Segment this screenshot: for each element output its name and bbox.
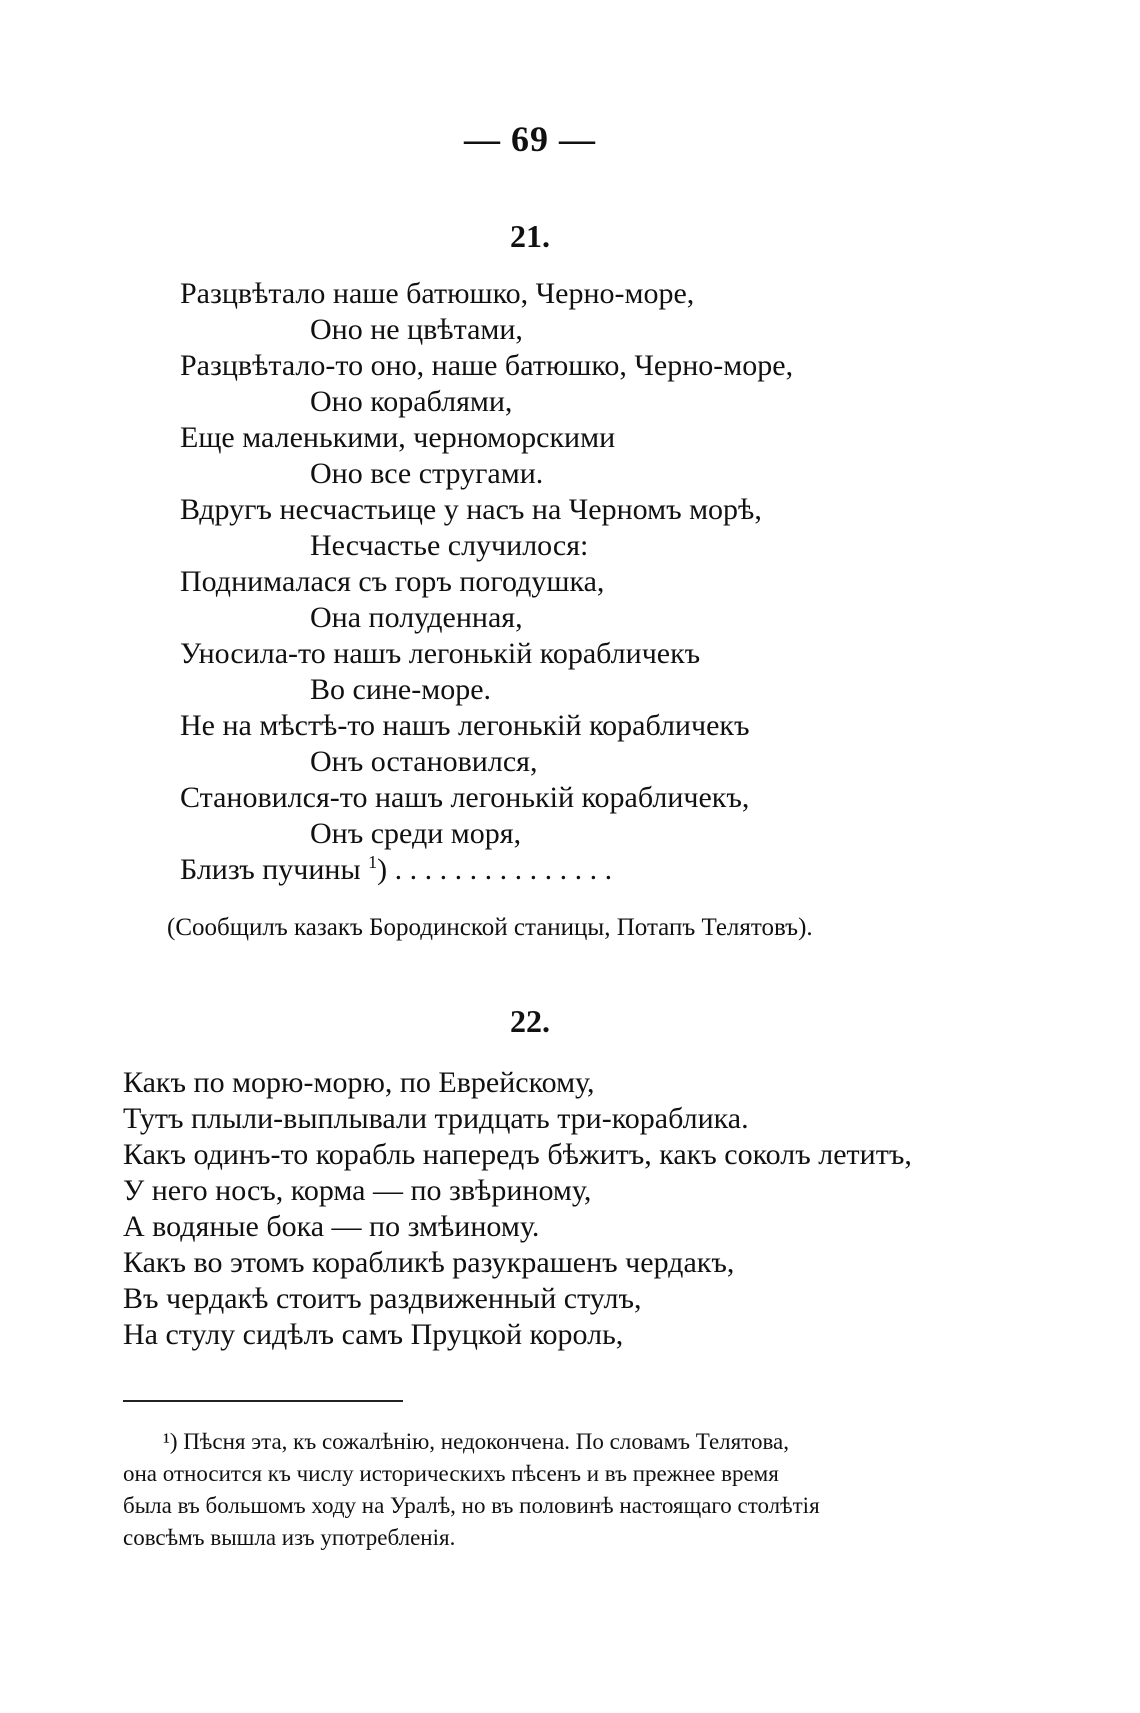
footnote-line: она относится къ числу историческихъ пѣсенъ и въ прежнее время bbox=[123, 1461, 779, 1486]
song-21-attribution: (Сообщилъ казакъ Бородинской станицы, Потапъ Телятовъ). bbox=[167, 914, 813, 941]
ellipsis-dots: ) . . . . . . . . . . . . . . . bbox=[377, 853, 613, 886]
song-21-number: 21. bbox=[510, 218, 550, 254]
footnote-line: совсѣмъ вышла изъ употребленія. bbox=[123, 1525, 456, 1550]
verse-line-text: Близъ пучины bbox=[180, 853, 361, 886]
song-22-verses bbox=[123, 1065, 912, 1353]
verse-line: Она полуденная, bbox=[310, 601, 523, 634]
verse-line: Какъ по морю-морю, по Еврейскому, bbox=[123, 1066, 595, 1099]
verse-line: Какъ одинъ-то корабль напередъ бѣжитъ, какъ соколъ летитъ, bbox=[123, 1138, 912, 1171]
verse-line: Оно все стругами. bbox=[310, 457, 544, 490]
verse-line: Во сине-море. bbox=[310, 673, 492, 706]
verse-line: Не на мѣстѣ-то нашъ легонькій корабличекъ bbox=[180, 709, 750, 742]
footnote-marker: 1 bbox=[368, 852, 378, 872]
verse-line: Оно не цвѣтами, bbox=[310, 313, 523, 346]
verse-line: Въ чердакѣ стоитъ раздвиженный стулъ, bbox=[123, 1282, 642, 1315]
verse-line: Какъ во этомъ корабликѣ разукрашенъ чердакъ, bbox=[123, 1246, 735, 1279]
verse-line: Становился-то нашъ легонькій корабличекъ, bbox=[180, 781, 750, 814]
verse-line: Онъ остановился, bbox=[310, 745, 538, 778]
song-22-number: 22. bbox=[510, 1003, 550, 1039]
song-21-verses bbox=[180, 276, 793, 888]
page-number: — 69 — bbox=[464, 119, 596, 159]
verse-line: Разцвѣтало наше батюшко, Черно-море, bbox=[180, 277, 695, 310]
verse-line: Онъ среди моря, bbox=[310, 817, 522, 850]
verse-line: Несчастье случилося: bbox=[310, 529, 589, 562]
verse-line-last bbox=[180, 852, 793, 888]
verse-line: Уносила-то нашъ легонькій корабличекъ bbox=[180, 637, 701, 670]
verse-line: Вдругъ несчастьице у насъ на Черномъ морѣ, bbox=[180, 493, 762, 526]
footnote-line: была въ большомъ ходу на Уралѣ, но въ половинѣ настоящаго столѣтія bbox=[123, 1493, 820, 1518]
verse-line: Оно кораблями, bbox=[310, 385, 513, 418]
verse-line: Тутъ плыли-выплывали тридцать три-кораблика. bbox=[123, 1102, 749, 1135]
verse-line: У него носъ, корма — по звѣриному, bbox=[123, 1174, 592, 1207]
footnote-line: ¹) Пѣсня эта, къ сожалѣнію, недокончена. По словамъ Телятова, bbox=[163, 1429, 789, 1454]
verse-line: Поднималася съ горъ погодушка, bbox=[180, 565, 605, 598]
footnote bbox=[123, 1426, 943, 1554]
footnote-divider bbox=[123, 1400, 403, 1402]
verse-line: Еще маленькими, черноморскими bbox=[180, 421, 616, 454]
verse-line: А водяные бока — по змѣиному. bbox=[123, 1210, 540, 1243]
verse-line: На стулу сидѣлъ самъ Пруцкой король, bbox=[123, 1318, 624, 1351]
verse-line: Разцвѣтало-то оно, наше батюшко, Черно-море, bbox=[180, 349, 794, 382]
